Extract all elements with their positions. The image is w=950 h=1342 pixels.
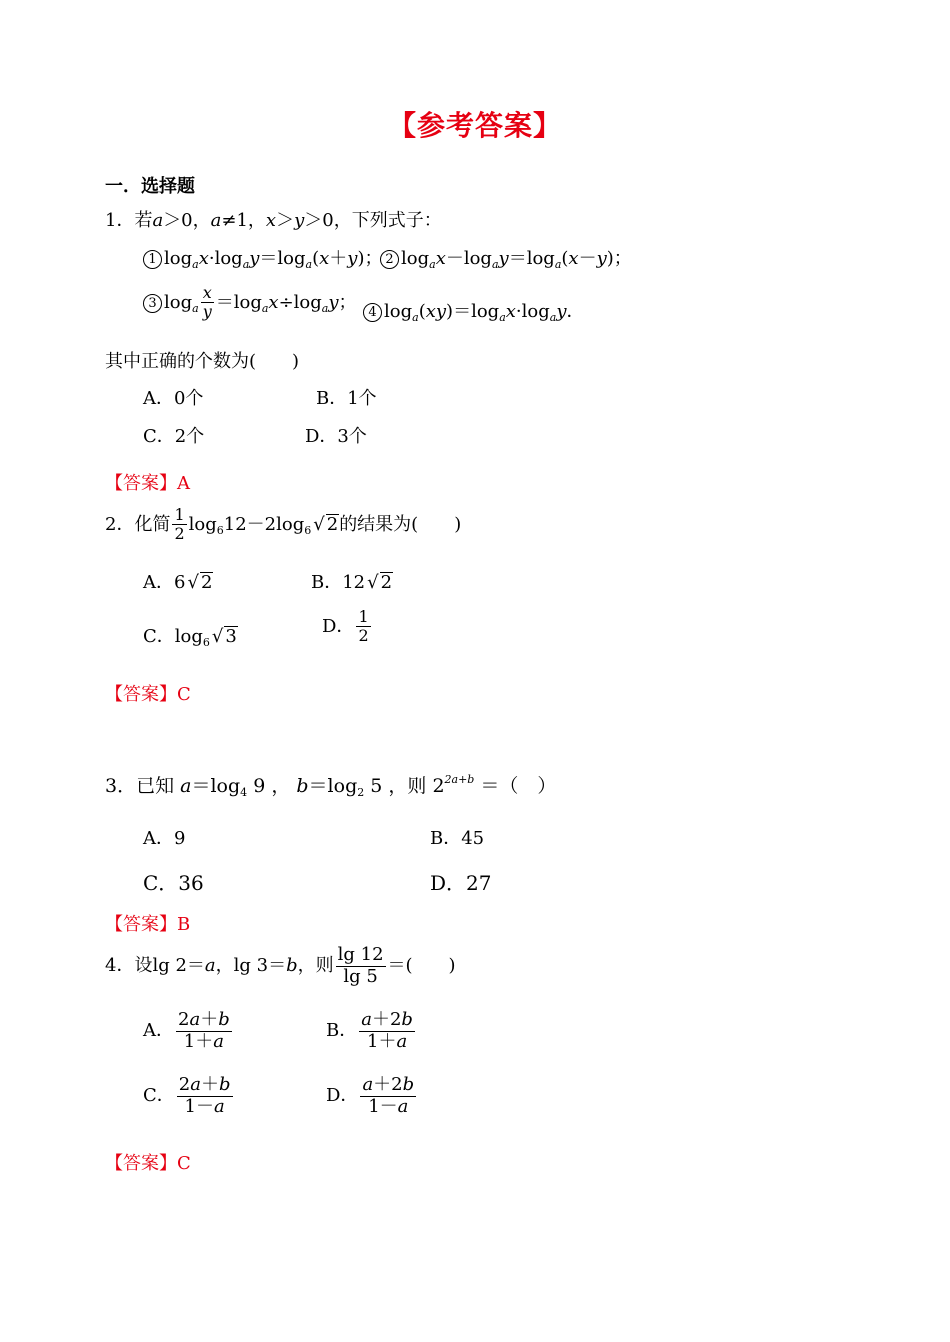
- q1-option-a: A．0个: [143, 388, 204, 409]
- q1-answer-value: A: [177, 473, 190, 494]
- q1-statement-3: 3 $\log_a$ $\frac{x}{y}$ $=\log_ax\div\log_ay$；: [143, 284, 357, 322]
- q3-option-d: D．27: [430, 871, 492, 895]
- q2-answer: [105, 680, 191, 706]
- q1-stem: 1．若a＞0，a≠1，x＞y＞0，下列式子：: [105, 210, 442, 231]
- q4-option-a: A． $\frac{2a+b}{1+a}$: [143, 1009, 230, 1052]
- q3-answer: [105, 910, 190, 936]
- q1-option-d: D．3个: [305, 426, 367, 447]
- q1-statement-4: 4 $\log_a(xy)=\log_ax\cdot\log_ay$．: [363, 297, 584, 323]
- q4-option-c: C． $\frac{2a+b}{1-a}$: [143, 1074, 231, 1117]
- q1-prompt: 其中正确的个数为( ): [105, 351, 300, 372]
- answer-label: 【答案】: [105, 914, 177, 935]
- q1-option-c: C．2个: [143, 426, 205, 447]
- q3-option-a: A．9: [143, 828, 186, 849]
- q2-option-c: C．$\log_6$ √ 3: [143, 626, 237, 649]
- q1-option-b: B．1个: [316, 388, 377, 409]
- q3-option-b: B．45: [430, 828, 485, 849]
- q2-option-a: A．6 √ 2: [143, 572, 213, 593]
- q1-statement-2: 2 $\log_ax-\log_ay=\log_a(x-y)$；: [380, 244, 632, 270]
- answer-label: 【答案】: [105, 1153, 177, 1174]
- q4-answer: [105, 1149, 191, 1175]
- answer-label: 【答案】: [105, 473, 177, 494]
- q1-statement-1: 1 $\log_ax\cdot\log_ay=\log_a(x+y)$；: [143, 244, 383, 270]
- q3-stem: 3．已知 $a=\log_4$ 9 ， $b=\log_2$ 5 ，则 $2^{2a+b}$ ＝（ ）: [105, 773, 557, 799]
- answer-label: 【答案】: [105, 684, 177, 705]
- q2-option-d: D． $\frac{1}{2}$: [322, 607, 369, 646]
- q4-option-d: D． $\frac{a+2b}{1-a}$: [326, 1074, 415, 1117]
- section-heading: 一．选择题: [105, 176, 195, 197]
- q4-answer-value: C: [177, 1153, 191, 1174]
- q4-stem: 4．设lg 2＝a，lg 3＝b，则 $\frac{\lg 12}{\lg 5}$ ＝( ): [105, 944, 456, 987]
- q2-stem: 2．化简 $\frac{1}{2}$ $\log_612-2\log_6$ √ 2的结果为( ): [105, 505, 462, 544]
- q2-answer-value: C: [177, 684, 191, 705]
- q3-answer-value: B: [177, 914, 191, 935]
- q1-answer: [105, 469, 190, 495]
- q2-option-b: B．12 √ 2: [311, 572, 393, 593]
- page-title: 【参考答案】: [387, 109, 562, 142]
- q4-option-b: B． $\frac{a+2b}{1+a}$: [326, 1009, 413, 1052]
- q3-option-c: C．36: [143, 871, 204, 895]
